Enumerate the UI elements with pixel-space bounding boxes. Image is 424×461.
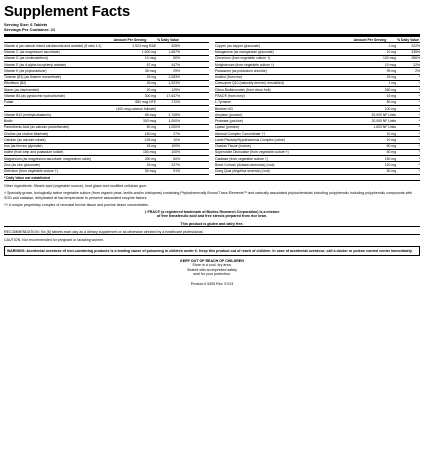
nutrient-name: Thiamin (B1) (as thiamin mononitrate) <box>4 75 61 80</box>
right-column <box>215 37 420 175</box>
nutrient-name: Betaine HCl <box>215 106 234 111</box>
dv-header: % Daily Value <box>397 37 419 42</box>
nutrient-dv: 222% <box>411 43 420 48</box>
nutrient-amount: 150 mg <box>144 131 156 136</box>
nutrient-name: Lamb Pituitary/Hypothalamus Complex (ovine) <box>215 137 285 142</box>
nutrient-name: Molybdenum (from vegetable culture †) <box>215 62 274 67</box>
nutrient-amount: 2,923 mcg RAE <box>132 43 156 48</box>
nutrient-dv: 10% <box>173 137 180 142</box>
nutrient-name: Inositol (from rice) <box>215 75 243 80</box>
nutrient-amount: 50 mcg <box>144 169 156 174</box>
nutrient-name: Dong Quai (Angelica sinensis) (root) <box>215 169 270 174</box>
nutrient-amount: 100 mg <box>384 106 396 111</box>
nutrient-amount: 1,600 NF Units <box>373 125 396 130</box>
nutrient-dv: 50% <box>173 56 180 61</box>
facts-columns <box>4 37 420 175</box>
nutrient-dv: 1,923% <box>168 81 180 86</box>
nutrient-name: Riboflavin (B2) <box>4 81 27 86</box>
nutrient-amount: 25 mg <box>386 75 396 80</box>
nutrient-amount: 25 mg <box>146 81 156 86</box>
divider <box>4 234 420 235</box>
nutrient-dv: * <box>418 106 420 111</box>
nutrient-name: Vitamin D (as cholecalciferol) <box>4 56 48 61</box>
storage-section <box>4 259 420 276</box>
nutrient-amount: 20,000 NF Units <box>371 119 396 124</box>
nutrient-amount: 300 mcg <box>142 119 156 124</box>
warning-box: WARNING: Accidental overdose of iron-containing products is a leading cause of poisoning in children under 6. Keep this product out of reach of children. In case of accidental overdose, call a doctor or poison control center immediately. <box>4 246 420 256</box>
nutrient-amount: 10 mcg <box>144 56 156 61</box>
recommendation: RECOMMENDATION: Six (6) tablets each day as a dietary supplement or as otherwise directed by a healthcare professional. <box>4 230 204 235</box>
nutrient-name: Ovarian Tissue (bovine) <box>215 144 251 149</box>
nutrient-name: Potassium (as potassium chloride) <box>215 68 267 73</box>
frac-note-line-2: of free transferulic acid and free sterols prepared from rice bran. <box>156 214 268 219</box>
double-dagger-note: †† A unique proprietary complex of neonatal bovine tissue and porcine tissue concentrates. <box>4 202 149 207</box>
nutrient-name: Zinc (as zinc gluconate) <box>4 162 40 167</box>
nutrient-amount: 680 mcg DFE <box>135 100 156 105</box>
nutrient-amount: 300 mg <box>144 93 156 98</box>
nutrient-name: Amylase (porcine) <box>215 112 243 117</box>
nutrient-name: Niacin (as niacinamide) <box>4 87 40 92</box>
nutrient-amount: 50 mg <box>146 125 156 130</box>
nutrient-name: Catalase (from vegetable culture †) <box>215 156 268 161</box>
nutrient-dv: 2,083% <box>168 75 180 80</box>
nutrient-dv: * <box>418 131 420 136</box>
nutrient-dv: 1,667% <box>168 50 180 55</box>
frac-note <box>4 210 420 219</box>
nutrient-dv: * <box>418 87 420 92</box>
keep-title: KEEP OUT OF REACH OF CHILDREN <box>180 259 244 264</box>
nutrient-dv: * <box>418 93 420 98</box>
nutrient-amount: 250 mg <box>384 87 396 92</box>
nutrient-amount: 1 mg <box>388 81 396 86</box>
nutrient-name: Citrus Bioflavonoids (from citrus fruit) <box>215 87 271 92</box>
nutrient-amount: 250 mg <box>144 156 156 161</box>
dv-note: * Daily Value not established <box>4 175 50 180</box>
product-number: Product # 5305 Rev. 07/24 <box>190 282 234 287</box>
nutrient-dv: 100% <box>171 144 180 149</box>
nutrient-amount: 65 mcg <box>144 112 156 117</box>
nutrient-amount: 10 mg <box>386 137 396 142</box>
dagger-note: † Specially grown, biologically active vegetable culture (from organic peas, lentils and/or chickpeas) containing Phytochemically Bound Trace Elements™ and naturally associated phytochemicals including polyphenolic including polyphenolic compounds with SOD and catalase, dehydrated at low temperature to preserve associated enzyme factors. <box>4 191 413 200</box>
nutrient-dv: * <box>418 137 420 142</box>
nutrient-name: Pantothenic Acid (as calcium pantothenate) <box>4 125 70 130</box>
nutrient-dv: 60% <box>173 156 180 161</box>
serving-size: Serving Size: 6 Tablets <box>4 22 48 27</box>
dv-header: % Daily Value <box>157 37 179 42</box>
storage-line: seal for your protection. <box>193 271 231 276</box>
nutrient-dv: * <box>418 162 420 167</box>
nutrient-name: Manganese (as manganese gluconate) <box>215 50 274 55</box>
nutrient-name: Calcium (as calcium citrate) <box>4 137 46 142</box>
nutrient-name: Vitamin C (as magnesium ascorbate) <box>4 50 60 55</box>
servings-per-container: Servings Per Container: 21 <box>4 27 56 32</box>
nutrient-name: Vitamin B12 (methylcobalamin) <box>4 112 51 117</box>
nutrient-dv: 2,708% <box>168 112 180 117</box>
right-nutrient-list <box>215 43 420 175</box>
nutrient-name: Vitamin B6 (as pyridoxine hydrochloride) <box>4 93 65 98</box>
caution: CAUTION: Not recommended for pregnant or lactating women. <box>4 238 105 243</box>
nutrient-amount: 10 mg <box>386 50 396 55</box>
nutrient-amount: 25 mg <box>146 75 156 80</box>
nutrient-amount: 150 mcg <box>142 150 156 155</box>
nutrient-name: Protease (porcine) <box>215 119 243 124</box>
nutrient-amount: 67 mg <box>146 62 156 67</box>
nutrient-dv: 1,000% <box>168 125 180 130</box>
nutrient-amount: 20,000 NF Units <box>371 112 396 117</box>
nutrient-amount: 35 mcg <box>144 68 156 73</box>
nutrient-name: Vitamin E (as d-alpha tocopheryl acetate) <box>4 62 67 67</box>
nutrient-dv: * <box>418 156 420 161</box>
nutrient-amount: 18 mg <box>146 144 156 149</box>
nutrient-dv: 100% <box>171 150 180 155</box>
nutrient-row <box>215 169 420 175</box>
frac-note-line-1: ‡ FRAC® (a registered trademark of Biotics Research Corporation) is a mixture <box>144 210 280 215</box>
nutrient-name: Chromium (from vegetable culture †) <box>215 56 271 61</box>
divider <box>4 226 420 227</box>
divider <box>4 180 420 181</box>
nutrient-dv: * <box>418 169 420 174</box>
nutrient-dv: 447% <box>171 62 180 67</box>
nutrient-name: Coenzyme Q10 (naturally derived, emulsified) <box>215 81 284 86</box>
nutrient-name <box>4 106 104 107</box>
nutrient-name: Choline (as choline bitartrate) <box>4 131 49 136</box>
nutrient-name: Adrenal Complex Concentrate †† <box>215 131 266 136</box>
nutrient-name: Selenium (from vegetable culture †) <box>4 169 58 174</box>
left-nutrient-list <box>4 43 209 175</box>
nutrient-amount: 50 mg <box>386 100 396 105</box>
nutrient-dv: * <box>418 125 420 130</box>
nutrient-amount: 150 mg <box>384 156 396 161</box>
nutrient-amount: 2 mg <box>388 43 396 48</box>
nutrient-amount: 125 mg <box>144 137 156 142</box>
nutrient-name: Biotin <box>4 119 13 124</box>
nutrient-name: Iodine (from kelp and potassium iodide) <box>4 150 64 155</box>
nutrient-dv <box>156 106 180 107</box>
nutrient-dv: * <box>418 100 420 105</box>
nutrient-amount: (400 mcg calcium folinate) <box>116 106 156 111</box>
nutrient-name: Magnesium (as magnesium ascorbate, magnesium oxide) <box>4 156 92 161</box>
other-ingredients: Other ingredients: Stearic acid (vegetable source), food glaze and modified cellulose gum. <box>4 183 148 188</box>
nutrient-amount: 50 mg <box>386 150 396 155</box>
nutrient-dv: * <box>418 75 420 80</box>
nutrient-dv: 227% <box>171 162 180 167</box>
nutrient-dv: * <box>418 144 420 149</box>
nutrient-amount: 20 mg <box>146 87 156 92</box>
nutrient-name: Black Cohosh (Actaea racemosa) (root) <box>215 162 275 167</box>
nutrient-name: Vitamin A (as natural mixed carotenoids and acetate) (8 ratio 1:1) <box>4 43 102 48</box>
nutrient-amount: 10 mg <box>386 131 396 136</box>
nutrient-dv: * <box>418 150 420 155</box>
nutrient-name: Superoxide Dismutase (from vegetable culture †) <box>215 150 289 155</box>
nutrient-name: Folate <box>4 100 14 105</box>
nutrient-amount: 1,500 mg <box>141 50 156 55</box>
nutrient-amount: 99 mg <box>386 68 396 73</box>
nutrient-name: Vitamin K (as phytonadione) <box>4 68 47 73</box>
nutrient-dv: 435% <box>411 50 420 55</box>
nutrient-dv: 27% <box>173 131 180 136</box>
nutrient-amount: 10 mcg <box>384 62 396 67</box>
left-column <box>4 37 209 175</box>
nutrient-dv: 170% <box>171 100 180 105</box>
storage-line: Store in a cool, dry area. <box>192 263 232 268</box>
nutrient-row <box>4 169 209 175</box>
storage-line: Sealed with an imprinted safety <box>187 267 237 272</box>
nutrient-dv: 22% <box>413 62 420 67</box>
nutrient-dv: 29% <box>173 68 180 73</box>
nutrient-dv: * <box>418 81 420 86</box>
nutrient-amount: 25 mg <box>146 162 156 167</box>
nutrient-name: L-Tyrosine <box>215 100 231 105</box>
nutrient-dv: 125% <box>171 87 180 92</box>
nutrient-amount: 50 mg <box>386 144 396 149</box>
nutrient-dv: 286% <box>411 56 420 61</box>
nutrient-dv: 1,000% <box>168 119 180 124</box>
nutrient-amount: 100 mcg <box>382 56 396 61</box>
nutrient-amount: 120 mg <box>384 162 396 167</box>
nutrient-dv: 2% <box>415 68 420 73</box>
nutrient-amount: 60 mg <box>386 169 396 174</box>
nutrient-dv: 91% <box>173 169 180 174</box>
page-title: Supplement Facts <box>4 3 130 20</box>
amount-header: Amount Per Serving <box>113 37 147 42</box>
amount-header: Amount Per Serving <box>353 37 387 42</box>
nutrient-name: Copper (as copper gluconate) <box>215 43 260 48</box>
nutrient-dv: 17,647% <box>166 93 180 98</box>
nutrient-amount: 15 mg <box>386 93 396 98</box>
nutrient-dv: 325% <box>171 43 180 48</box>
nutrient-name: Lipase (porcine) <box>215 125 240 130</box>
nutrient-name: FRAC® (from rice)‡ <box>215 93 246 98</box>
nutrient-dv: * <box>418 112 420 117</box>
gluten-note-text: This product is gluten and dairy free. <box>180 221 244 226</box>
nutrient-dv: * <box>418 119 420 124</box>
nutrient-name: Iron (as ferrous glycinate) <box>4 144 43 149</box>
